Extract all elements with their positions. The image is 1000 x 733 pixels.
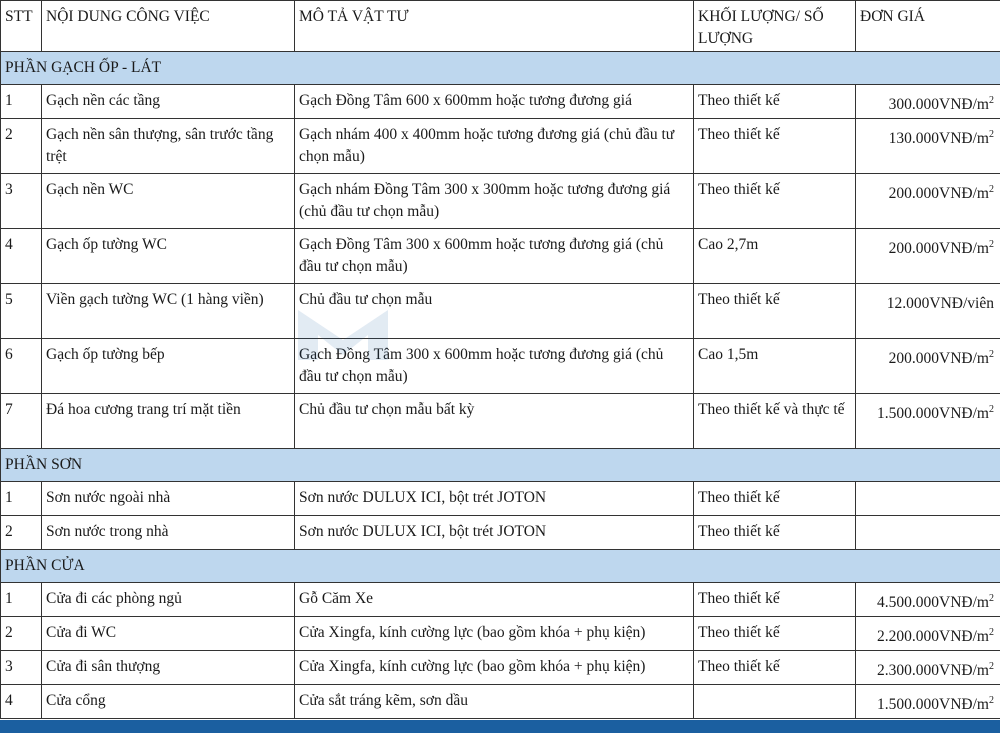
table-header-row	[1, 1, 1000, 52]
table-row	[1, 85, 1000, 119]
bottom-bar	[0, 720, 1000, 733]
price-value: 1.500.000VNĐ/m	[877, 405, 989, 423]
price-unit-exponent: 2	[989, 239, 994, 250]
cell-material: Gỗ Căm Xe	[295, 583, 694, 617]
cell-work: Gạch nền sân thượng, sân trước tầng trệt	[42, 119, 295, 174]
cell-quantity: Theo thiết kế	[694, 516, 856, 550]
header-unit-price: ĐƠN GIÁ	[856, 1, 1000, 52]
price-unit-exponent: 2	[989, 661, 994, 672]
cell-unit-price	[856, 229, 1000, 284]
header-quantity: KHỐI LƯỢNG/ SỐ LƯỢNG	[694, 1, 856, 52]
section-row	[1, 550, 1000, 583]
cell-quantity: Theo thiết kế	[694, 119, 856, 174]
price-unit-exponent: 2	[989, 129, 994, 140]
table-row	[1, 174, 1000, 229]
cell-material: Cửa sắt tráng kẽm, sơn dầu	[295, 685, 694, 719]
price-unit-exponent: 2	[989, 627, 994, 638]
cell-material: Sơn nước DULUX ICI, bột trét JOTON	[295, 516, 694, 550]
price-value: 2.200.000VNĐ/m	[877, 628, 989, 646]
price-value: 200.000VNĐ/m	[888, 350, 989, 368]
cell-stt: 4	[1, 229, 42, 284]
cell-work: Gạch ốp tường WC	[42, 229, 295, 284]
cell-unit-price	[856, 119, 1000, 174]
cell-work: Gạch ốp tường bếp	[42, 339, 295, 394]
table-row	[1, 651, 1000, 685]
cell-material: Gạch Đồng Tâm 600 x 600mm hoặc tương đương giá	[295, 85, 694, 119]
cell-quantity: Theo thiết kế	[694, 583, 856, 617]
cell-unit-price	[856, 685, 1000, 719]
cell-stt: 7	[1, 394, 42, 449]
price-value: 2.300.000VNĐ/m	[877, 662, 989, 680]
cell-material: Cửa Xingfa, kính cường lực (bao gồm khóa + phụ kiện)	[295, 617, 694, 651]
cell-work: Cửa đi WC	[42, 617, 295, 651]
cell-quantity: Cao 2,7m	[694, 229, 856, 284]
cell-unit-price	[856, 339, 1000, 394]
cell-work: Gạch nền các tầng	[42, 85, 295, 119]
cell-stt: 2	[1, 119, 42, 174]
cell-quantity: Theo thiết kế	[694, 651, 856, 685]
section-title: PHẦN SƠN	[1, 449, 1000, 482]
price-unit-exponent: 2	[989, 95, 994, 106]
table-row	[1, 119, 1000, 174]
header-work: NỘI DUNG CÔNG VIỆC	[42, 1, 295, 52]
cell-unit-price	[856, 583, 1000, 617]
cell-stt: 2	[1, 617, 42, 651]
cell-quantity: Theo thiết kế	[694, 284, 856, 339]
cell-work: Viền gạch tường WC (1 hàng viền)	[42, 284, 295, 339]
cell-material: Cửa Xingfa, kính cường lực (bao gồm khóa + phụ kiện)	[295, 651, 694, 685]
cell-material: Chủ đầu tư chọn mẫu	[295, 284, 694, 339]
table-row	[1, 685, 1000, 719]
cell-stt: 1	[1, 583, 42, 617]
table-row	[1, 394, 1000, 449]
cell-unit-price	[856, 174, 1000, 229]
table-row	[1, 516, 1000, 550]
cell-material: Gạch Đồng Tâm 300 x 600mm hoặc tương đương giá (chủ đầu tư chọn mẫu)	[295, 339, 694, 394]
price-value: 1.500.000VNĐ/m	[877, 696, 989, 714]
cell-stt: 1	[1, 482, 42, 516]
price-unit-exponent: 2	[989, 184, 994, 195]
price-value: 300.000VNĐ/m	[888, 96, 989, 114]
price-value: 130.000VNĐ/m	[888, 130, 989, 148]
section-title: PHẦN CỬA	[1, 550, 1000, 583]
cell-work: Đá hoa cương trang trí mặt tiền	[42, 394, 295, 449]
price-value: 200.000VNĐ/m	[888, 240, 989, 258]
section-title: PHẦN GẠCH ỐP - LÁT	[1, 52, 1000, 85]
cell-quantity	[694, 685, 856, 719]
cell-stt: 2	[1, 516, 42, 550]
cell-unit-price	[856, 651, 1000, 685]
cell-work: Cửa đi các phòng ngủ	[42, 583, 295, 617]
cell-quantity: Theo thiết kế	[694, 482, 856, 516]
cell-quantity: Theo thiết kế	[694, 617, 856, 651]
cell-unit-price	[856, 617, 1000, 651]
cell-unit-price	[856, 394, 1000, 449]
table-row	[1, 339, 1000, 394]
table-row	[1, 229, 1000, 284]
table-row	[1, 583, 1000, 617]
cell-stt: 1	[1, 85, 42, 119]
cell-material: Sơn nước DULUX ICI, bột trét JOTON	[295, 482, 694, 516]
cell-unit-price	[856, 516, 1000, 550]
cell-quantity: Theo thiết kế	[694, 85, 856, 119]
table-row	[1, 482, 1000, 516]
section-row	[1, 449, 1000, 482]
cell-work: Sơn nước trong nhà	[42, 516, 295, 550]
price-value: 12.000VNĐ/viên	[886, 295, 994, 313]
price-unit-exponent: 2	[989, 593, 994, 604]
price-value: 4.500.000VNĐ/m	[877, 594, 989, 612]
cell-material: Gạch nhám 400 x 400mm hoặc tương đương giá (chủ đầu tư chọn mẫu)	[295, 119, 694, 174]
price-unit-exponent: 2	[989, 695, 994, 706]
cell-material: Gạch nhám Đồng Tâm 300 x 300mm hoặc tương đương giá (chủ đầu tư chọn mẫu)	[295, 174, 694, 229]
header-stt: STT	[1, 1, 42, 52]
section-row	[1, 52, 1000, 85]
cell-stt: 3	[1, 174, 42, 229]
table-row	[1, 284, 1000, 339]
cell-material: Gạch Đồng Tâm 300 x 600mm hoặc tương đương giá (chủ đầu tư chọn mẫu)	[295, 229, 694, 284]
table-row	[1, 617, 1000, 651]
cell-quantity: Theo thiết kế và thực tế	[694, 394, 856, 449]
price-value: 200.000VNĐ/m	[888, 185, 989, 203]
cell-work: Sơn nước ngoài nhà	[42, 482, 295, 516]
cell-unit-price	[856, 284, 1000, 339]
cell-work: Gạch nền WC	[42, 174, 295, 229]
cell-stt: 5	[1, 284, 42, 339]
price-unit-exponent: 2	[989, 349, 994, 360]
cell-work: Cửa cổng	[42, 685, 295, 719]
header-material: MÔ TẢ VẬT TƯ	[295, 1, 694, 52]
cell-stt: 6	[1, 339, 42, 394]
cell-stt: 3	[1, 651, 42, 685]
cell-stt: 4	[1, 685, 42, 719]
cell-unit-price	[856, 85, 1000, 119]
cell-work: Cửa đi sân thượng	[42, 651, 295, 685]
cell-quantity: Cao 1,5m	[694, 339, 856, 394]
cell-unit-price	[856, 482, 1000, 516]
cell-quantity: Theo thiết kế	[694, 174, 856, 229]
cell-material: Chủ đầu tư chọn mẫu bất kỳ	[295, 394, 694, 449]
price-unit-exponent: 2	[989, 404, 994, 415]
